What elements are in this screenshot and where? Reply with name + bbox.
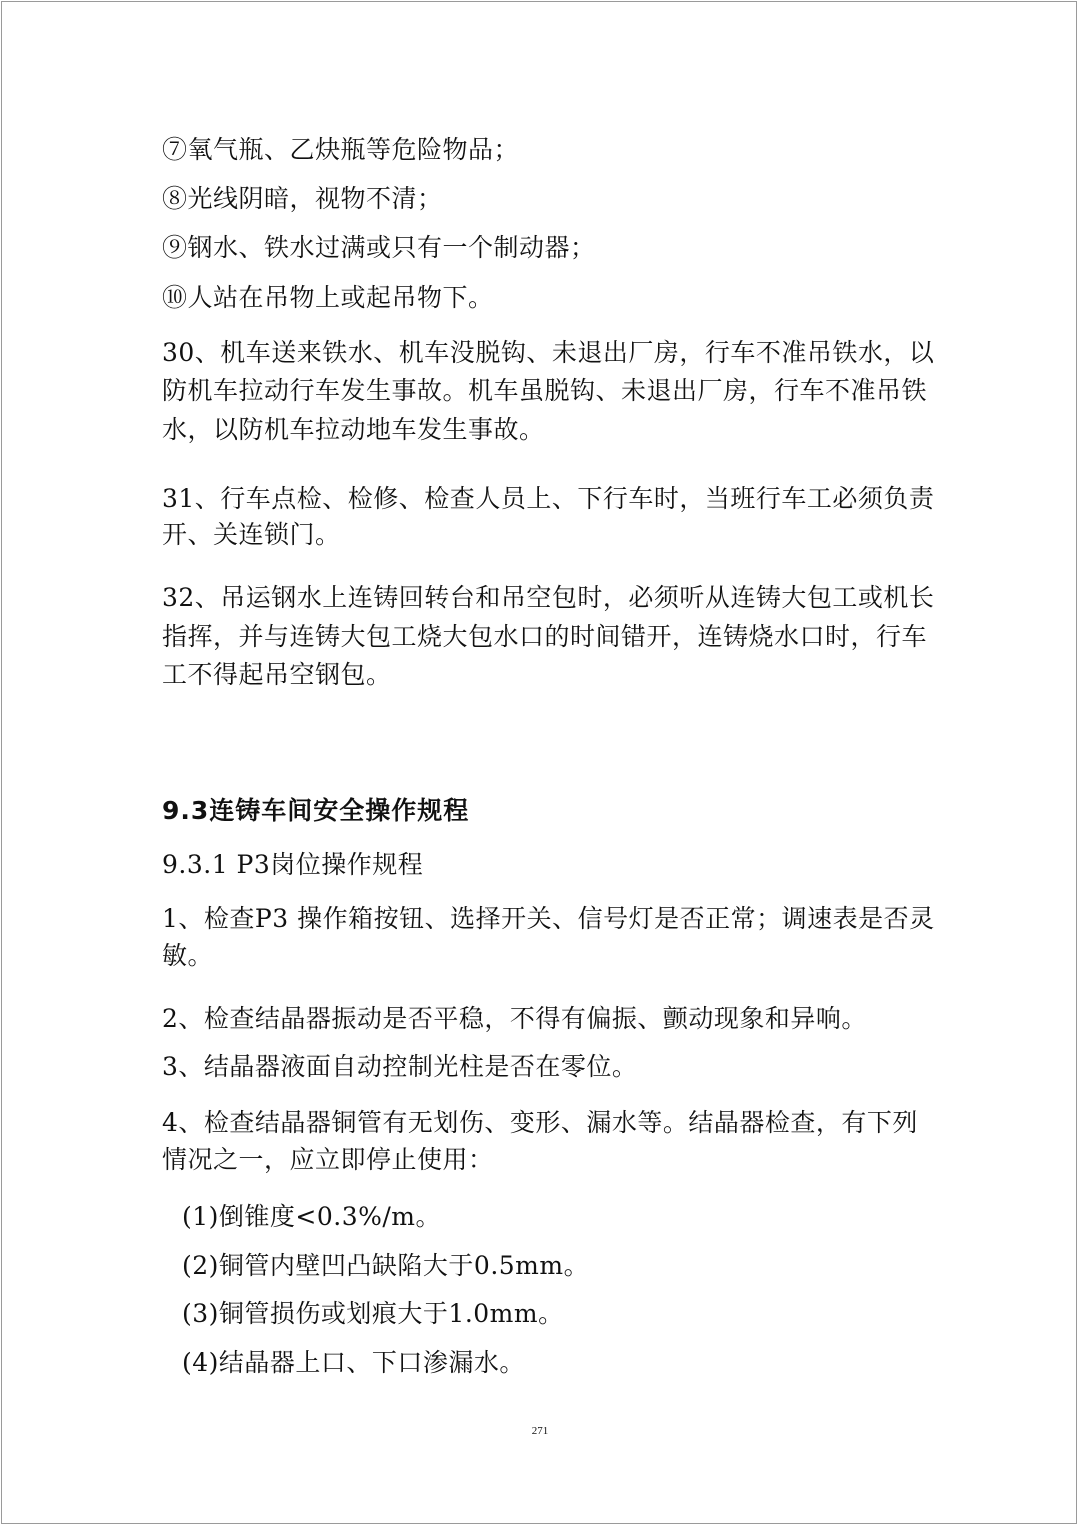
step-4-line-1: 4、检查结晶器铜管有无划伤、变形、漏水等。结晶器检查，有下列 [162, 1108, 918, 1137]
step-4-line-2: 情况之一，应立即停止使用： [162, 1145, 494, 1174]
step-1-line-2: 敏。 [162, 941, 214, 970]
item-30-line-2: 防机车拉动行车发生事故。机车虽脱钩、未退出厂房，行车不准吊铁 [162, 376, 928, 405]
item-32-line-1: 32、吊运钢水上连铸回转台和吊空包时，必须听从连铸大包工或机长 [162, 583, 935, 612]
condition-1: (1)倒锥度<0.3%/m。 [182, 1202, 442, 1231]
list-item-9: ⑨钢水、铁水过满或只有一个制动器； [162, 233, 596, 262]
page-frame [1, 1, 1077, 1524]
section-subtitle: 9.3.1 P3岗位操作规程 [162, 850, 424, 879]
list-item-7: ⑦氧气瓶、乙炔瓶等危险物品； [162, 135, 520, 164]
item-30-line-1: 30、机车送来铁水、机车没脱钩、未退出厂房，行车不准吊铁水，以 [162, 338, 935, 367]
condition-3: (3)铜管损伤或划痕大于1.0mm。 [182, 1299, 564, 1328]
step-3: 3、结晶器液面自动控制光柱是否在零位。 [162, 1052, 638, 1081]
step-1-line-1: 1、检查P3 操作箱按钮、选择开关、信号灯是否正常；调速表是否灵 [162, 904, 935, 933]
list-item-8: ⑧光线阴暗，视物不清； [162, 184, 443, 213]
item-32-line-3: 工不得起吊空钢包。 [162, 660, 392, 689]
page-number: 271 [531, 1425, 549, 1437]
item-32-line-2: 指挥，并与连铸大包工烧大包水口的时间错开，连铸烧水口时，行车 [162, 622, 928, 651]
condition-2: (2)铜管内壁凹凸缺陷大于0.5mm。 [182, 1251, 590, 1280]
step-2: 2、检查结晶器振动是否平稳，不得有偏振、颤动现象和异响。 [162, 1004, 867, 1033]
item-30-line-3: 水，以防机车拉动地车发生事故。 [162, 415, 545, 444]
section-title: 9.3连铸车间安全操作规程 [162, 796, 470, 825]
condition-4: (4)结晶器上口、下口渗漏水。 [182, 1348, 525, 1377]
item-31-line-1: 31、行车点检、检修、检查人员上、下行车时，当班行车工必须负责 [162, 484, 935, 513]
list-item-10: ⑩人站在吊物上或起吊物下。 [162, 283, 494, 312]
item-31-line-2: 开、关连锁门。 [162, 520, 341, 549]
